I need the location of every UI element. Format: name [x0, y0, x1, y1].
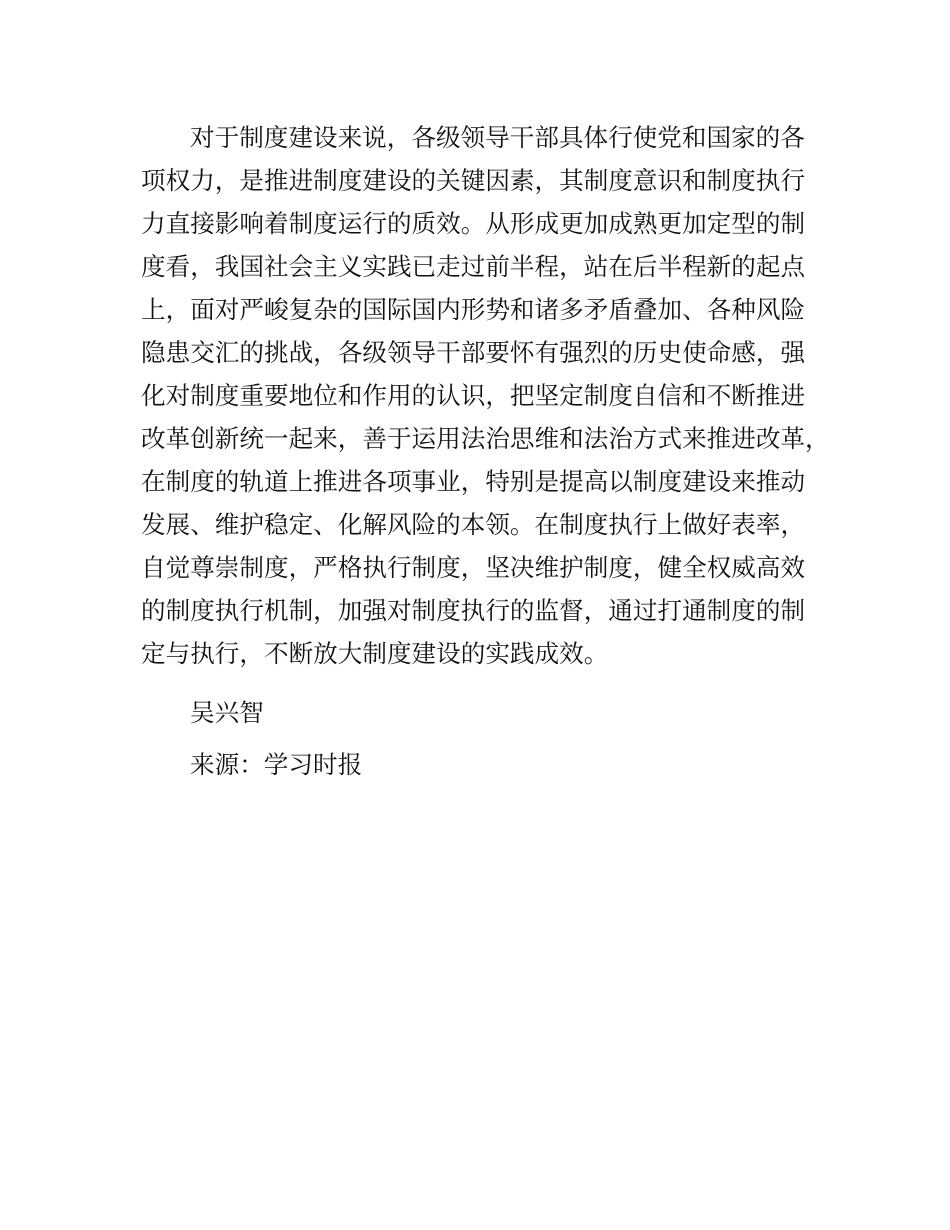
author-name: 吴兴智 [190, 698, 264, 727]
paragraph-line: 上，面对严峻复杂的国际国内形势和诸多矛盾叠加、各种风险 [141, 295, 806, 324]
source-line: 来源：学习时报 [190, 750, 363, 779]
paragraph-line: 自觉尊崇制度，严格执行制度，坚决维护制度，健全权威高效 [141, 553, 806, 582]
body-paragraph [141, 116, 861, 675]
paragraph-line: 力直接影响着制度运行的质效。从形成更加成熟更加定型的制 [141, 209, 806, 238]
paragraph-line: 改革创新统一起来，善于运用法治思维和法治方式来推进改革， [141, 424, 830, 453]
paragraph-line: 对于制度建设来说，各级领导干部具体行使党和国家的各 [190, 123, 805, 152]
paragraph-line: 隐患交汇的挑战，各级领导干部要怀有强烈的历史使命感，强 [141, 338, 806, 367]
paragraph-line: 度看，我国社会主义实践已走过前半程，站在后半程新的起点 [141, 252, 806, 281]
paragraph-line: 在制度的轨道上推进各项事业，特别是提高以制度建设来推动 [141, 467, 806, 496]
paragraph-line: 发展、维护稳定、化解风险的本领。在制度执行上做好表率， [141, 510, 806, 539]
paragraph-line: 的制度执行机制，加强对制度执行的监督，通过打通制度的制 [141, 596, 806, 625]
paragraph-line: 项权力，是推进制度建设的关键因素，其制度意识和制度执行 [141, 166, 806, 195]
paragraph-line: 定与执行，不断放大制度建设的实践成效。 [141, 639, 609, 668]
paragraph-line: 化对制度重要地位和作用的认识，把坚定制度自信和不断推进 [141, 381, 806, 410]
